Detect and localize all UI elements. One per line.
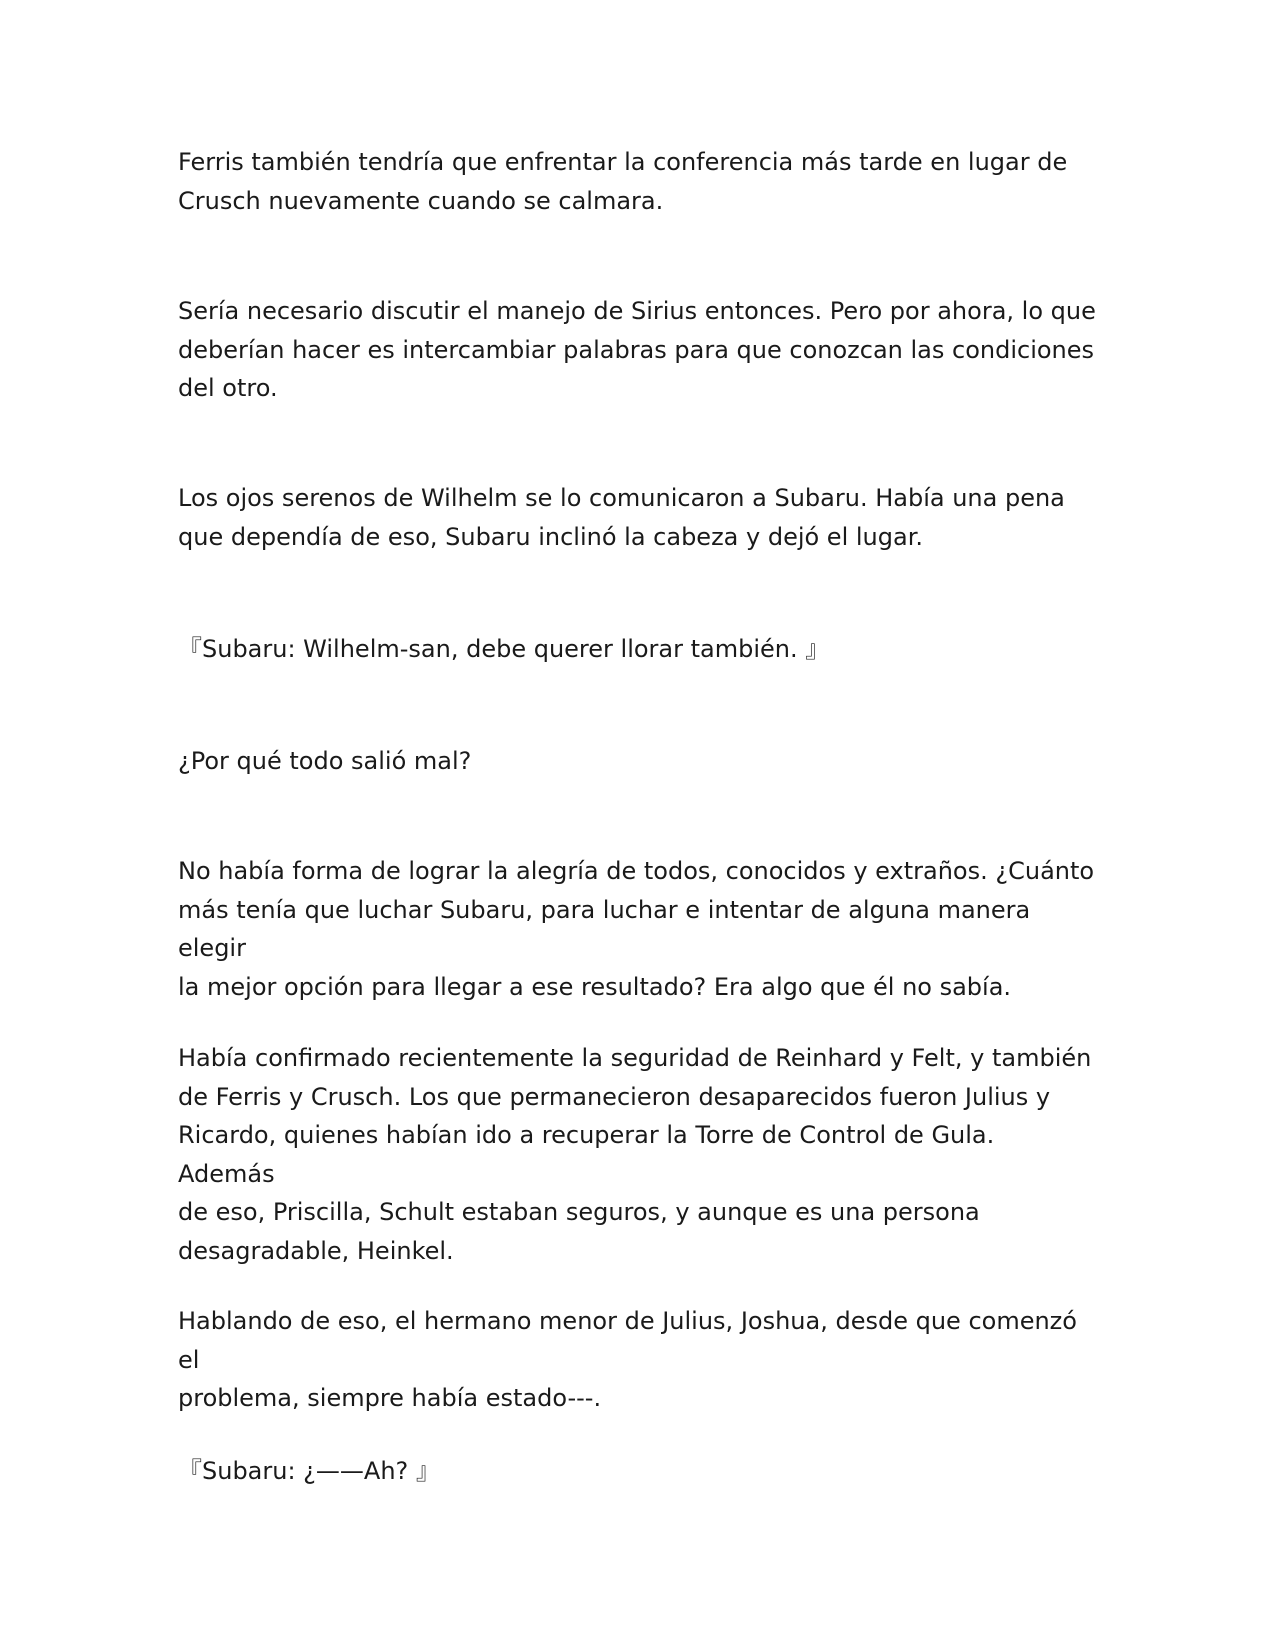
dialogue-line-2: 『Subaru: ¿——Ah? 』: [178, 1457, 440, 1485]
dialogue-line-1: 『Subaru: Wilhelm-san, debe querer llorar también. 』: [178, 635, 830, 663]
paragraph-1: Ferris también tendría que enfrentar la conferencia más tarde en lugar de Crusch nuevamente cuando se calmara.: [178, 148, 1068, 215]
paragraph-4: ¿Por qué todo salió mal?: [178, 747, 472, 775]
paragraph-5: No había forma de lograr la alegría de todos, conocidos y extraños. ¿Cuánto más tenía que luchar Subaru, para luchar e intentar de alguna manera elegir la mejor opción para llegar a ese resultado? Era algo que él no sabía.: [178, 857, 1095, 1001]
paragraph-2: Sería necesario discutir el manejo de Sirius entonces. Pero por ahora, lo que deberían hacer es intercambiar palabras para que conozcan las condiciones del otro.: [178, 297, 1096, 402]
paragraph-6: Había confirmado recientemente la seguridad de Reinhard y Felt, y también de Ferris y Crusch. Los que permanecieron desaparecidos fueron Julius y Ricardo, quienes habían ido a recuperar la Torre de Control de Gula. Además de eso, Priscilla, Schult estaban seguros, y aunque es una persona desagradable, Heinkel.: [178, 1044, 1092, 1265]
paragraph-7: Hablando de eso, el hermano menor de Julius, Joshua, desde que comenzó el problema, siempre había estado---.: [178, 1307, 1077, 1412]
paragraph-3: Los ojos serenos de Wilhelm se lo comunicaron a Subaru. Había una pena que dependía de eso, Subaru inclinó la cabeza y dejó el lugar.: [178, 484, 1065, 551]
